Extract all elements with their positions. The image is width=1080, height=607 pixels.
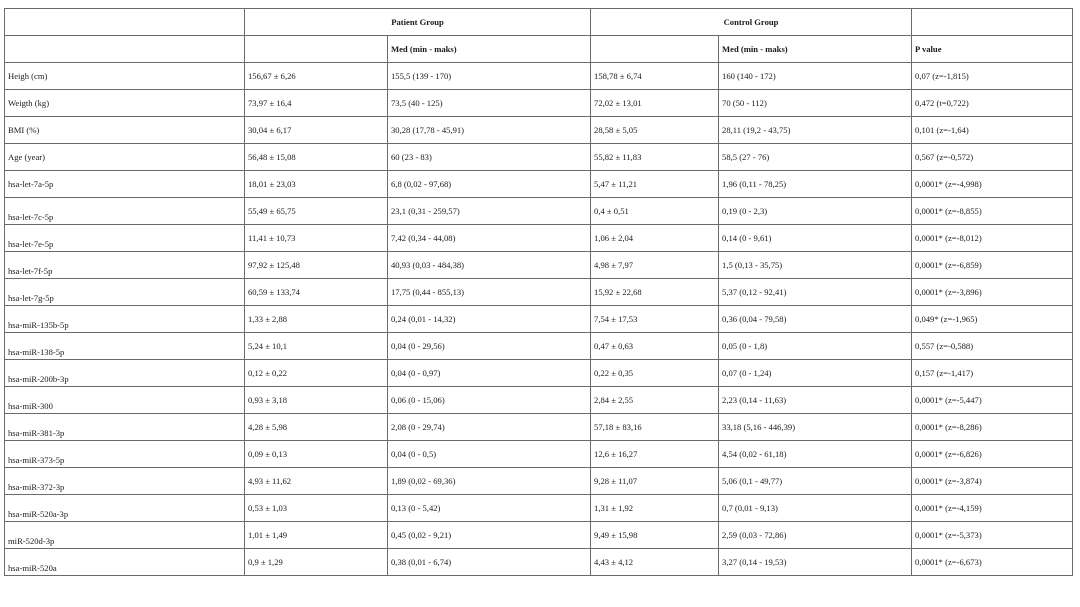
control-mean-sd-cell: 4,98 ± 7,97 — [591, 252, 719, 279]
row-label-cell: Heigh (cm) — [5, 63, 245, 90]
control-median-range-cell: 1,5 (0,13 - 35,75) — [719, 252, 912, 279]
p-value-cell: 0,557 (z=-0,588) — [912, 333, 1073, 360]
patient-mean-sd-cell: 55,49 ± 65,75 — [245, 198, 388, 225]
row-label-cell: hsa-let-7a-5p — [5, 171, 245, 198]
patient-median-range-cell: 0,04 (0 - 0,5) — [388, 441, 591, 468]
p-value-cell: 0,0001* (z=-6,826) — [912, 441, 1073, 468]
p-value-cell: 0,567 (z=-0,572) — [912, 144, 1073, 171]
control-mean-sd-cell: 0,47 ± 0,63 — [591, 333, 719, 360]
control-median-range-cell: 5,06 (0,1 - 49,77) — [719, 468, 912, 495]
table-row — [5, 279, 1073, 306]
control-mean-sd-cell: 1,31 ± 1,92 — [591, 495, 719, 522]
control-median-range-cell: 0,14 (0 - 9,61) — [719, 225, 912, 252]
control-mean-sd-cell: 1,06 ± 2,04 — [591, 225, 719, 252]
control-median-range-cell: 58,5 (27 - 76) — [719, 144, 912, 171]
control-mean-sd-cell: 0,22 ± 0,35 — [591, 360, 719, 387]
patient-median-range-cell: 155,5 (139 - 170) — [388, 63, 591, 90]
row-label-cell: hsa-miR-520a-3p — [5, 495, 245, 522]
table-row — [5, 468, 1073, 495]
control-mean-sd-cell: 55,82 ± 11,83 — [591, 144, 719, 171]
patient-median-range-cell: 17,75 (0,44 - 855,13) — [388, 279, 591, 306]
p-value-cell: 0,472 (t=0,722) — [912, 90, 1073, 117]
control-median-range-cell: 160 (140 - 172) — [719, 63, 912, 90]
table-row — [5, 522, 1073, 549]
control-mean-sd-cell: 57,18 ± 83,16 — [591, 414, 719, 441]
patient-mean-sd-cell: 4,28 ± 5,98 — [245, 414, 388, 441]
subheader-row — [5, 36, 1073, 63]
empty-subheader-cell — [591, 36, 719, 63]
patient-median-range-cell: 0,24 (0,01 - 14,32) — [388, 306, 591, 333]
p-value-cell: 0,0001* (z=-5,447) — [912, 387, 1073, 414]
control-median-range-cell: 5,37 (0,12 - 92,41) — [719, 279, 912, 306]
p-value-cell: 0,0001* (z=-5,373) — [912, 522, 1073, 549]
control-mean-sd-cell: 28,58 ± 5,05 — [591, 117, 719, 144]
table-row — [5, 441, 1073, 468]
group-header-row — [5, 9, 1073, 36]
row-label-cell: Age (year) — [5, 144, 245, 171]
patient-mean-sd-cell: 0,93 ± 3,18 — [245, 387, 388, 414]
table-row — [5, 306, 1073, 333]
p-value-cell: 0,0001* (z=-8,286) — [912, 414, 1073, 441]
row-label-cell: hsa-miR-300 — [5, 387, 245, 414]
row-label-cell: hsa-miR-520a — [5, 549, 245, 576]
table-row — [5, 198, 1073, 225]
control-median-range-cell: 70 (50 - 112) — [719, 90, 912, 117]
row-label-cell: hsa-miR-381-3p — [5, 414, 245, 441]
row-label-cell: miR-520d-3p — [5, 522, 245, 549]
patient-mean-sd-cell: 1,01 ± 1,49 — [245, 522, 388, 549]
control-mean-sd-cell: 158,78 ± 6,74 — [591, 63, 719, 90]
control-group-header: Control Group — [591, 9, 912, 36]
patient-mean-sd-cell: 0,9 ± 1,29 — [245, 549, 388, 576]
row-label-cell: hsa-let-7f-5p — [5, 252, 245, 279]
control-mean-sd-cell: 9,49 ± 15,98 — [591, 522, 719, 549]
control-median-range-cell: 0,05 (0 - 1,8) — [719, 333, 912, 360]
p-value-cell: 0,0001* (z=-4,159) — [912, 495, 1073, 522]
table-row — [5, 333, 1073, 360]
patient-median-range-cell: 40,93 (0,03 - 484,38) — [388, 252, 591, 279]
p-value-cell: 0,101 (z=-1,64) — [912, 117, 1073, 144]
patient-mean-sd-cell: 73,97 ± 16,4 — [245, 90, 388, 117]
control-median-range-cell: 0,19 (0 - 2,3) — [719, 198, 912, 225]
control-median-range-cell: 0,07 (0 - 1,24) — [719, 360, 912, 387]
control-median-range-cell: 1,96 (0,11 - 78,25) — [719, 171, 912, 198]
patient-med-header: Med (min - maks) — [388, 36, 591, 63]
control-median-range-cell: 4,54 (0,02 - 61,18) — [719, 441, 912, 468]
control-median-range-cell: 0,7 (0,01 - 9,13) — [719, 495, 912, 522]
control-median-range-cell: 3,27 (0,14 - 19,53) — [719, 549, 912, 576]
patient-mean-sd-cell: 60,59 ± 133,74 — [245, 279, 388, 306]
table-row — [5, 144, 1073, 171]
table-row — [5, 63, 1073, 90]
p-value-cell: 0,0001* (z=-8,012) — [912, 225, 1073, 252]
row-label-cell: hsa-let-7e-5p — [5, 225, 245, 252]
table-row — [5, 360, 1073, 387]
p-value-cell: 0,07 (z=-1,815) — [912, 63, 1073, 90]
p-value-cell: 0,049* (z=-1,965) — [912, 306, 1073, 333]
p-value-cell: 0,0001* (z=-6,859) — [912, 252, 1073, 279]
p-value-cell: 0,0001* (z=-4,998) — [912, 171, 1073, 198]
p-value-cell: 0,157 (z=-1,417) — [912, 360, 1073, 387]
patient-median-range-cell: 73,5 (40 - 125) — [388, 90, 591, 117]
table-row — [5, 171, 1073, 198]
patient-median-range-cell: 0,04 (0 - 0,97) — [388, 360, 591, 387]
statistics-table — [4, 8, 1073, 576]
table-row — [5, 225, 1073, 252]
patient-median-range-cell: 0,45 (0,02 - 9,21) — [388, 522, 591, 549]
table-row — [5, 387, 1073, 414]
control-median-range-cell: 28,11 (19,2 - 43,75) — [719, 117, 912, 144]
patient-median-range-cell: 0,04 (0 - 29,56) — [388, 333, 591, 360]
table-row — [5, 90, 1073, 117]
control-median-range-cell: 2,59 (0,03 - 72,86) — [719, 522, 912, 549]
patient-mean-sd-cell: 0,53 ± 1,03 — [245, 495, 388, 522]
empty-subheader-cell — [245, 36, 388, 63]
row-label-cell: hsa-miR-200b-3p — [5, 360, 245, 387]
control-mean-sd-cell: 7,54 ± 17,53 — [591, 306, 719, 333]
control-med-header: Med (min - maks) — [719, 36, 912, 63]
row-label-cell: hsa-let-7g-5p — [5, 279, 245, 306]
patient-mean-sd-cell: 56,48 ± 15,08 — [245, 144, 388, 171]
patient-median-range-cell: 0,38 (0,01 - 6,74) — [388, 549, 591, 576]
table-row — [5, 117, 1073, 144]
patient-mean-sd-cell: 0,12 ± 0,22 — [245, 360, 388, 387]
empty-header-cell — [912, 9, 1073, 36]
empty-subheader-cell — [5, 36, 245, 63]
p-value-cell: 0,0001* (z=-3,896) — [912, 279, 1073, 306]
patient-median-range-cell: 1,89 (0,02 - 69,36) — [388, 468, 591, 495]
control-median-range-cell: 0,36 (0,04 - 79,58) — [719, 306, 912, 333]
patient-mean-sd-cell: 1,33 ± 2,88 — [245, 306, 388, 333]
row-label-cell: BMI (%) — [5, 117, 245, 144]
control-mean-sd-cell: 12,6 ± 16,27 — [591, 441, 719, 468]
patient-median-range-cell: 0,13 (0 - 5,42) — [388, 495, 591, 522]
patient-median-range-cell: 6,8 (0,02 - 97,68) — [388, 171, 591, 198]
patient-mean-sd-cell: 5,24 ± 10,1 — [245, 333, 388, 360]
row-label-cell: hsa-let-7c-5p — [5, 198, 245, 225]
control-mean-sd-cell: 15,92 ± 22,68 — [591, 279, 719, 306]
control-mean-sd-cell: 9,28 ± 11,07 — [591, 468, 719, 495]
row-label-cell: hsa-miR-135b-5p — [5, 306, 245, 333]
empty-header-cell — [5, 9, 245, 36]
patient-mean-sd-cell: 4,93 ± 11,62 — [245, 468, 388, 495]
patient-mean-sd-cell: 18,01 ± 23,03 — [245, 171, 388, 198]
patient-mean-sd-cell: 11,41 ± 10,73 — [245, 225, 388, 252]
patient-median-range-cell: 0,06 (0 - 15,06) — [388, 387, 591, 414]
patient-mean-sd-cell: 0,09 ± 0,13 — [245, 441, 388, 468]
control-median-range-cell: 33,18 (5,16 - 446,39) — [719, 414, 912, 441]
control-mean-sd-cell: 0,4 ± 0,51 — [591, 198, 719, 225]
patient-median-range-cell: 23,1 (0,31 - 259,57) — [388, 198, 591, 225]
control-mean-sd-cell: 5,47 ± 11,21 — [591, 171, 719, 198]
control-mean-sd-cell: 4,43 ± 4,12 — [591, 549, 719, 576]
p-value-cell: 0,0001* (z=-6,673) — [912, 549, 1073, 576]
row-label-cell: hsa-miR-372-3p — [5, 468, 245, 495]
patient-mean-sd-cell: 30,04 ± 6,17 — [245, 117, 388, 144]
patient-median-range-cell: 30,28 (17,78 - 45,91) — [388, 117, 591, 144]
patient-mean-sd-cell: 156,67 ± 6,26 — [245, 63, 388, 90]
patient-median-range-cell: 2,08 (0 - 29,74) — [388, 414, 591, 441]
control-mean-sd-cell: 72,02 ± 13,01 — [591, 90, 719, 117]
control-median-range-cell: 2,23 (0,14 - 11,63) — [719, 387, 912, 414]
p-value-cell: 0,0001* (z=-3,874) — [912, 468, 1073, 495]
patient-median-range-cell: 7,42 (0,34 - 44,08) — [388, 225, 591, 252]
table-row — [5, 414, 1073, 441]
patient-mean-sd-cell: 97,92 ± 125,48 — [245, 252, 388, 279]
control-mean-sd-cell: 2,84 ± 2,55 — [591, 387, 719, 414]
table-row — [5, 495, 1073, 522]
table-row — [5, 252, 1073, 279]
p-value-header: P value — [912, 36, 1073, 63]
p-value-cell: 0,0001* (z=-8,855) — [912, 198, 1073, 225]
patient-group-header: Patient Group — [245, 9, 591, 36]
table-row — [5, 549, 1073, 576]
patient-median-range-cell: 60 (23 - 83) — [388, 144, 591, 171]
row-label-cell: Weigth (kg) — [5, 90, 245, 117]
row-label-cell: hsa-miR-373-5p — [5, 441, 245, 468]
row-label-cell: hsa-miR-138-5p — [5, 333, 245, 360]
